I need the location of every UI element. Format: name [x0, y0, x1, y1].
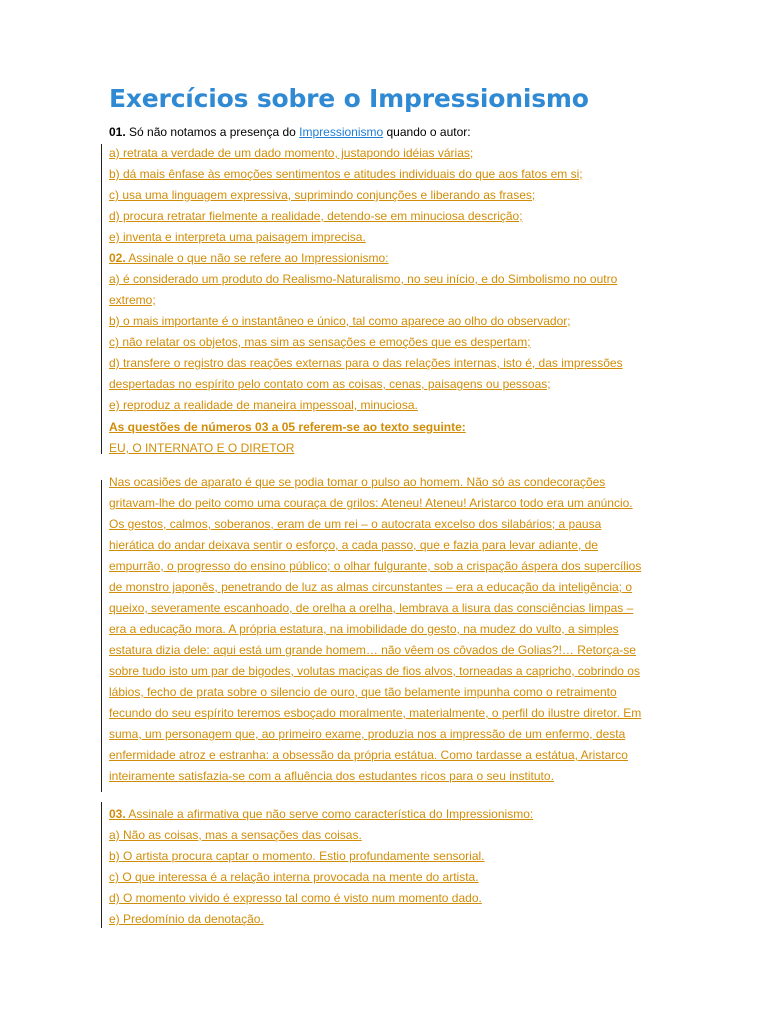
question-number: 01.	[109, 125, 126, 139]
q01-option-c[interactable]: c) usa uma linguagem expressiva, suprimindo conjunções e liberando as frases;	[109, 188, 536, 202]
q01-option-e[interactable]: e) inventa e interpreta uma paisagem imprecisa.	[109, 230, 366, 244]
q03-option-c[interactable]: c) O que interessa é a relação interna provocada na mente do artista.	[109, 870, 479, 884]
left-margin-bar	[101, 802, 102, 928]
q01-option-a[interactable]: a) retrata a verdade de um dado momento, justapondo idéias várias;	[109, 146, 474, 160]
passage-line[interactable]: queixo, severamente escanhoado, de orelha a orelha, lembrava a lisura das consciências limpas –	[109, 601, 634, 615]
passage-line[interactable]: empurrão, o progresso do ensino público; o olhar fulgurante, sob a crispação áspera dos supercílios	[109, 559, 642, 573]
q02-option-d-cont[interactable]: despertadas no espírito pelo contato com as coisas, cenas, paisagens ou pessoas;	[109, 377, 551, 391]
question-number: 02.	[109, 251, 126, 265]
question-02[interactable]	[109, 250, 389, 266]
question-text: quando o autor:	[383, 125, 471, 139]
question-number: 03.	[109, 807, 126, 821]
q02-option-b[interactable]: b) o mais importante é o instantâneo e único, tal como aparece ao olho do observador;	[109, 314, 571, 328]
question-03[interactable]	[109, 806, 533, 822]
page-title: Exercícios sobre o Impressionismo	[109, 84, 589, 113]
question-text: Assinale a afirmativa que não serve como característica do Impressionismo:	[125, 807, 534, 821]
q02-option-c[interactable]: c) não relatar os objetos, mas sim as sensações e emoções que es despertam;	[109, 335, 531, 349]
q01-option-b[interactable]: b) dá mais ênfase às emoções sentimentos e atitudes individuais do que aos fatos em si;	[109, 167, 583, 181]
passage-line[interactable]: suma, um personagem que, ao primeiro exame, produzia nos a impressão de um enfermo, desta	[109, 727, 626, 741]
text-title[interactable]: EU, O INTERNATO E O DIRETOR	[109, 441, 295, 455]
impressionismo-link[interactable]: Impressionismo	[299, 125, 384, 139]
passage-line[interactable]: enfermidade atroz e estranha: a obsessão da própria estátua. Como tardasse a estátua, Aristarco	[109, 748, 628, 762]
passage-line[interactable]: gritavam-lhe do peito como uma couraça de grilos: Ateneu! Ateneu! Aristarco todo era um anúncio.	[109, 496, 633, 510]
q01-option-d[interactable]: d) procura retratar fielmente a realidade, detendo-se em minuciosa descrição;	[109, 209, 523, 223]
passage-line[interactable]: Os gestos, calmos, soberanos, eram de um rei – o autocrata excelso dos silabários; a pausa	[109, 517, 602, 531]
q03-option-e[interactable]: e) Predomínio da denotação.	[109, 912, 264, 926]
question-text: Assinale o que não se refere ao Impressionismo:	[125, 251, 389, 265]
q02-option-e[interactable]: e) reproduz a realidade de maneira impessoal, minuciosa.	[109, 398, 418, 412]
passage-line[interactable]: estatura dizia dele: aqui está um grande homem… não vêem os côvados de Golias?!… Retorça-se	[109, 643, 636, 657]
q02-option-a[interactable]: a) é considerado um produto do Realismo-Naturalismo, no seu início, e do Simbolismo no outro	[109, 272, 618, 286]
passage-line[interactable]: inteiramente satisfazia-se com a afluência dos estudantes ricos para o seu instituto.	[109, 769, 554, 783]
q03-option-d[interactable]: d) O momento vivido é expresso tal como é visto num momento dado.	[109, 891, 482, 905]
question-text: Só não notamos a presença do	[125, 125, 300, 139]
question-01	[109, 124, 471, 140]
passage-line[interactable]: hierática do andar deixava sentir o esforço, a cada passo, que e fazia para levar adiante, de	[109, 538, 598, 552]
q02-option-d[interactable]: d) transfere o registro das reações externas para o das relações internas, isto é, das impressões	[109, 356, 623, 370]
q03-option-a[interactable]: a) Não as coisas, mas a sensações das coisas.	[109, 828, 362, 842]
passage-line[interactable]: era a educação mora. A própria estatura, na imobilidade do gesto, na mudez do vulto, a simples	[109, 622, 619, 636]
passage-line[interactable]: de monstro japonês, penetrando de luz as almas circunstantes – era a educação da inteligência; o	[109, 580, 632, 594]
passage-line[interactable]: fecundo do seu espírito teremos esboçado moralmente, materialmente, o perfil do ilustre diretor. Em	[109, 706, 642, 720]
left-margin-bar	[101, 144, 102, 454]
q02-option-a-cont[interactable]: extremo;	[109, 293, 156, 307]
left-margin-bar	[101, 480, 102, 792]
passage-line[interactable]: Nas ocasiões de aparato é que se podia tomar o pulso ao homem. Não só as condecorações	[109, 475, 606, 489]
instruction[interactable]: As questões de números 03 a 05 referem-se ao texto seguinte:	[109, 420, 466, 434]
q03-option-b[interactable]: b) O artista procura captar o momento. Estio profundamente sensorial.	[109, 849, 485, 863]
passage-line[interactable]: lábios, fecho de prata sobre o silencio de ouro, que tão belamente impunha como o retraimento	[109, 685, 617, 699]
passage-line[interactable]: sobre tudo isto um par de bigodes, volutas maciças de fios alvos, torneadas a capricho, cobrindo os	[109, 664, 640, 678]
